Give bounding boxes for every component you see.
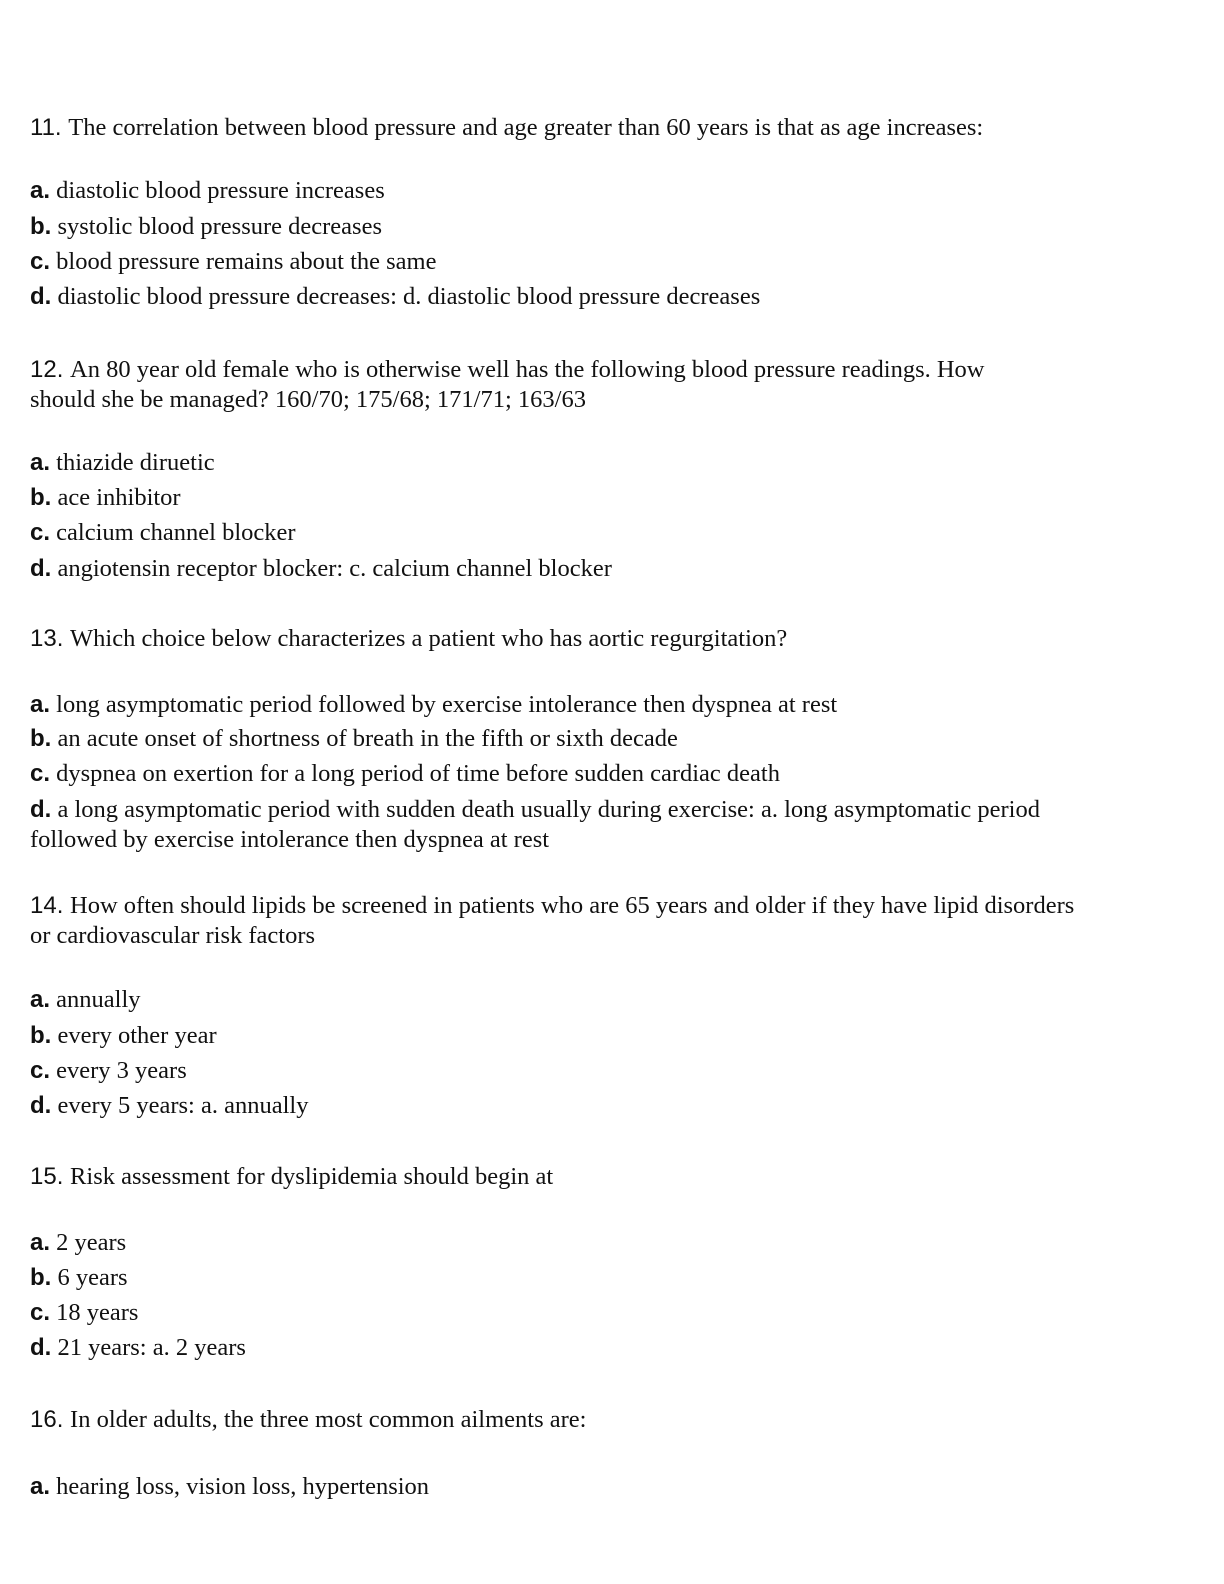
option-letter: a. [30, 449, 51, 476]
option-text: thiazide diruetic [56, 449, 215, 476]
option-text: annually [56, 986, 141, 1013]
option-text: calcium channel blocker [56, 519, 296, 546]
question-number: 12 [30, 356, 57, 383]
question-number: 11 [30, 114, 55, 141]
question-text: or cardiovascular risk factors [30, 922, 316, 949]
question-text: How often should lipids be screened in patients who are 65 years and older if they have lipid disorders [70, 892, 1075, 919]
answer-option [30, 985, 141, 1015]
option-letter: a. [30, 1229, 51, 1256]
option-letter: d. [30, 283, 52, 310]
option-text: diastolic blood pressure increases [56, 177, 385, 204]
option-letter: a. [30, 1473, 51, 1500]
question-text-line [30, 624, 787, 654]
option-letter: c. [30, 519, 51, 546]
option-letter: b. [30, 1022, 52, 1049]
question-text-line [30, 113, 983, 143]
option-text: every 3 years [56, 1057, 187, 1084]
answer-option [30, 448, 215, 478]
option-letter: a. [30, 177, 51, 204]
option-text: diastolic blood pressure decreases: d. diastolic blood pressure decreases [57, 283, 761, 310]
option-text: systolic blood pressure decreases [57, 213, 382, 240]
option-letter: d. [30, 1092, 52, 1119]
option-letter: a. [30, 691, 51, 718]
option-letter: b. [30, 725, 52, 752]
option-text: 6 years [57, 1264, 128, 1291]
option-text: followed by exercise intolerance then dyspnea at rest [30, 826, 550, 853]
option-text: 2 years [56, 1229, 127, 1256]
answer-option [30, 176, 385, 206]
question-text: The correlation between blood pressure and age greater than 60 years is that as age increases: [68, 114, 984, 141]
question-text-line [30, 1405, 586, 1435]
option-text: 21 years: a. 2 years [57, 1334, 246, 1361]
answer-option [30, 247, 436, 277]
question-text-line [30, 921, 315, 951]
option-text: ace inhibitor [57, 484, 181, 511]
question-text-line [30, 355, 985, 385]
answer-option [30, 1298, 138, 1328]
answer-option [30, 282, 760, 312]
question-number-dot: . [56, 1406, 71, 1433]
option-letter: b. [30, 1264, 52, 1291]
answer-option [30, 1021, 217, 1051]
option-text: a long asymptomatic period with sudden death usually during exercise: a. long asymptomatic period [57, 796, 1040, 823]
option-letter: c. [30, 760, 51, 787]
option-letter: d. [30, 796, 52, 823]
option-letter: c. [30, 248, 51, 275]
question-number: 13 [30, 625, 57, 652]
option-text: angiotensin receptor blocker: c. calcium channel blocker [57, 555, 612, 582]
answer-option [30, 1333, 246, 1363]
question-number-dot: . [54, 114, 69, 141]
option-text: long asymptomatic period followed by exercise intolerance then dyspnea at rest [56, 691, 838, 718]
option-text: every 5 years: a. annually [57, 1092, 309, 1119]
option-letter: a. [30, 986, 51, 1013]
answer-option [30, 1263, 128, 1293]
answer-option [30, 690, 837, 720]
answer-option [30, 518, 296, 548]
option-letter: c. [30, 1299, 51, 1326]
answer-option [30, 1472, 429, 1502]
question-text: An 80 year old female who is otherwise well has the following blood pressure readings. How [70, 356, 985, 383]
question-number-dot: . [56, 625, 71, 652]
question-number-dot: . [56, 356, 71, 383]
option-letter: d. [30, 555, 52, 582]
answer-option [30, 795, 1040, 825]
question-text: Risk assessment for dyslipidemia should begin at [70, 1163, 554, 1190]
option-text: dyspnea on exertion for a long period of time before sudden cardiac death [56, 760, 780, 787]
option-text: an acute onset of shortness of breath in the fifth or sixth decade [57, 725, 678, 752]
answer-option [30, 1056, 187, 1086]
question-number: 15 [30, 1163, 57, 1190]
question-number: 14 [30, 892, 57, 919]
option-text: hearing loss, vision loss, hypertension [56, 1473, 430, 1500]
answer-option [30, 1228, 126, 1258]
answer-option [30, 1091, 308, 1121]
answer-option [30, 825, 549, 855]
question-text-line [30, 1162, 553, 1192]
answer-option [30, 554, 612, 584]
question-text: should she be managed? 160/70; 175/68; 171/71; 163/63 [30, 386, 586, 413]
option-letter: b. [30, 213, 52, 240]
option-letter: c. [30, 1057, 51, 1084]
option-letter: b. [30, 484, 52, 511]
option-letter: d. [30, 1334, 52, 1361]
option-text: every other year [57, 1022, 217, 1049]
answer-option [30, 759, 780, 789]
option-text: 18 years [56, 1299, 139, 1326]
question-text: Which choice below characterizes a patient who has aortic regurgitation? [70, 625, 788, 652]
question-number-dot: . [56, 892, 71, 919]
option-text: blood pressure remains about the same [56, 248, 437, 275]
question-text-line [30, 891, 1074, 921]
answer-option [30, 724, 678, 754]
answer-option [30, 212, 382, 242]
question-number-dot: . [56, 1163, 71, 1190]
question-text: In older adults, the three most common ailments are: [70, 1406, 587, 1433]
answer-option [30, 483, 181, 513]
question-text-line [30, 385, 586, 415]
question-number: 16 [30, 1406, 57, 1433]
